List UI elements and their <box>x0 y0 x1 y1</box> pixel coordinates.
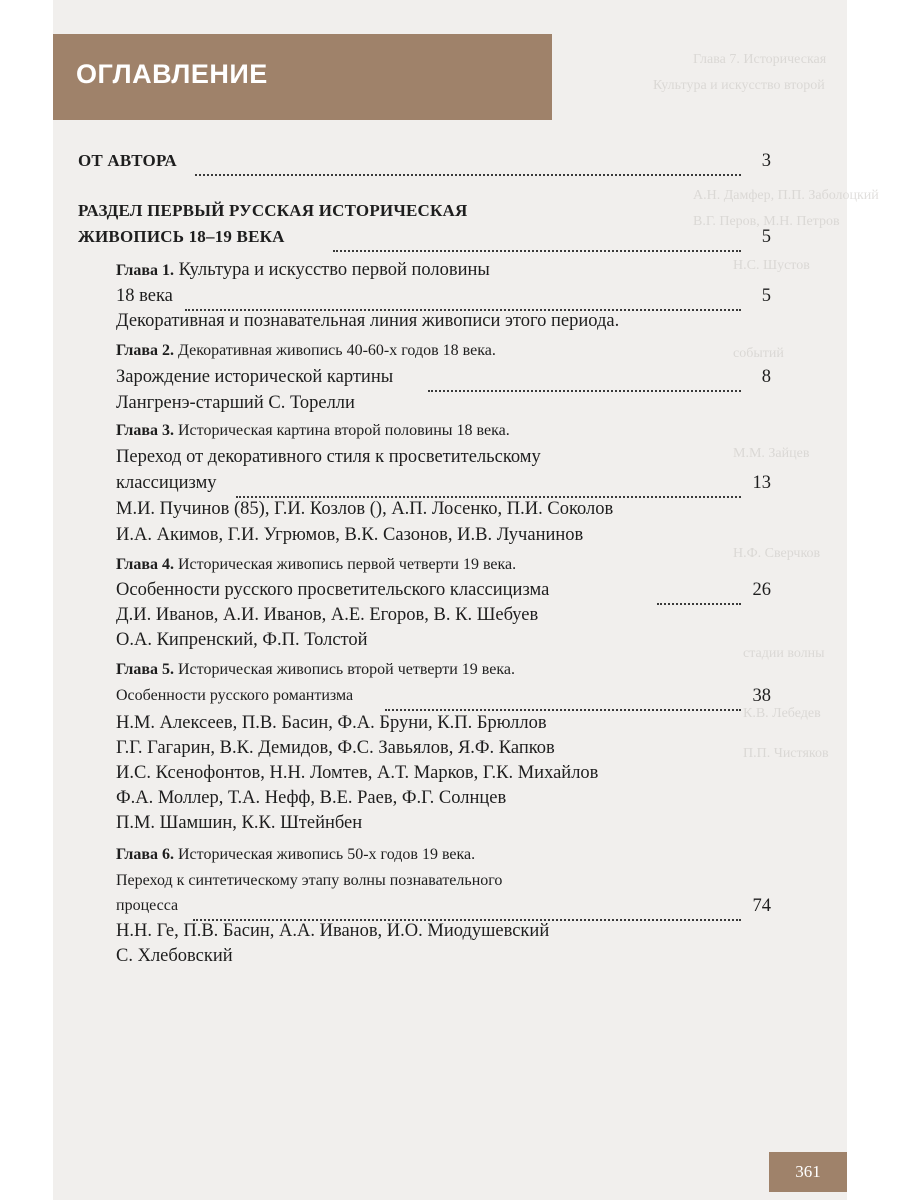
toc-chapter-4[interactable] <box>116 552 516 578</box>
leader-dots <box>428 364 741 392</box>
show-through-text: Н.Ф. Сверчков <box>733 546 821 561</box>
chapter-title: Культура и искусство первой половины <box>178 260 490 280</box>
chapter-page: 74 <box>752 896 771 916</box>
book-page <box>53 0 879 1200</box>
show-through-text: П.П. Чистяков <box>743 746 829 761</box>
artist-names: Д.И. Иванов, А.И. Иванов, А.Е. Егоров, В. К. Шебуев <box>116 605 539 625</box>
chapter-page: 26 <box>752 580 771 600</box>
artist-names: И.А. Акимов, Г.И. Угрюмов, В.К. Сазонов, И.В. Лучанинов <box>116 525 584 545</box>
chapter-description: Декоративная и познавательная линия живописи этого периода. <box>116 311 620 331</box>
chapter-title: Историческая живопись второй четверти 19 века. <box>178 661 515 678</box>
chapter-subtitle: Особенности русского просветительского классицизма <box>116 580 550 600</box>
toc-chapter-1[interactable] <box>116 257 490 284</box>
artist-names: Ф.А. Моллер, Т.А. Нефф, В.Е. Раев, Ф.Г. Солнцев <box>116 788 507 808</box>
chapter-title: Историческая живопись 50-х годов 19 века. <box>178 846 476 863</box>
chapter-title-cont: 18 века <box>116 286 173 306</box>
chapter-page: 5 <box>761 286 771 306</box>
toc-chapter-2[interactable] <box>116 338 496 364</box>
show-through-text: К.В. Лебедев <box>743 706 821 721</box>
leader-dots <box>193 893 741 921</box>
chapter-number: Глава 2. <box>116 342 174 359</box>
show-through-text: Культура и искусство второй <box>653 78 825 93</box>
contents-title: ОГЛАВЛЕНИЕ <box>76 59 268 89</box>
leader-dots <box>657 577 741 605</box>
table-of-contents <box>53 0 847 1200</box>
page-number-tab <box>769 1152 847 1192</box>
chapter-page: 38 <box>752 686 771 706</box>
show-through-text: событий <box>733 346 784 361</box>
leader-dots <box>195 148 741 176</box>
toc-author-label[interactable]: ОТ АВТОРА <box>78 151 177 170</box>
show-through-text: Глава 7. Историческая <box>693 52 827 67</box>
artist-names: Г.Г. Гагарин, В.К. Демидов, Ф.С. Завьялов, Я.Ф. Капков <box>116 738 555 758</box>
leader-dots <box>385 683 741 711</box>
artist-names: Н.М. Алексеев, П.В. Басин, Ф.А. Бруни, К.П. Брюллов <box>116 713 547 733</box>
chapter-number: Глава 4. <box>116 556 174 573</box>
chapter-title: Декоративная живопись 40-60-х годов 18 века. <box>178 342 496 359</box>
artist-names: М.И. Пучинов (85), Г.И. Козлов (), А.П. Лосенко, П.И. Соколов <box>116 499 614 519</box>
leader-dots <box>236 470 741 498</box>
artist-names: И.С. Ксенофонтов, Н.Н. Ломтев, А.Т. Марков, Г.К. Михайлов <box>116 763 599 783</box>
chapter-subtitle-cont: классицизму <box>116 473 217 493</box>
artist-names: О.А. Кипренский, Ф.П. Толстой <box>116 630 368 650</box>
toc-chapter-5[interactable] <box>116 657 515 683</box>
chapter-page: 8 <box>761 367 771 387</box>
chapter-number: Глава 1. <box>116 262 174 279</box>
artist-names: Н.Н. Ге, П.В. Басин, А.А. Иванов, И.О. Миодушевский <box>116 921 550 941</box>
toc-chapter-3[interactable] <box>116 418 510 444</box>
chapter-number: Глава 6. <box>116 846 174 863</box>
toc-section-line1[interactable]: РАЗДЕЛ ПЕРВЫЙ РУССКАЯ ИСТОРИЧЕСКАЯ <box>78 201 468 220</box>
show-through-text: А.Н. Дамфер, П.П. Заболоцкий <box>693 188 879 203</box>
show-through-text: М.М. Зайцев <box>733 446 810 461</box>
show-through-text: стадии волны <box>743 646 825 661</box>
artist-names: С. Хлебовский <box>116 946 233 966</box>
artist-names: Лангренэ-старший С. Торелли <box>116 393 355 413</box>
chapter-number: Глава 5. <box>116 661 174 678</box>
artist-names: П.М. Шамшин, К.К. Штейнбен <box>116 813 363 833</box>
page-number: 361 <box>795 1162 821 1181</box>
chapter-subtitle: Переход от декоративного стиля к просветительскому <box>116 447 541 467</box>
toc-chapter-6[interactable] <box>116 842 475 868</box>
chapter-subtitle: Зарождение исторической картины <box>116 367 394 387</box>
chapter-title: Историческая живопись первой четверти 19 века. <box>178 556 517 573</box>
chapter-page: 13 <box>752 473 771 493</box>
toc-section-line2[interactable]: ЖИВОПИСЬ 18–19 ВЕКА <box>78 227 285 246</box>
toc-section-page: 5 <box>761 227 771 247</box>
leader-dots <box>185 283 741 311</box>
chapter-subtitle: Особенности русского романтизма <box>116 687 354 704</box>
chapter-title: Историческая картина второй половины 18 века. <box>178 422 510 439</box>
chapter-subtitle-cont: процесса <box>116 897 179 914</box>
chapter-subtitle: Переход к синтетическому этапу волны познавательного <box>116 872 503 889</box>
chapter-number: Глава 3. <box>116 422 174 439</box>
toc-author-page: 3 <box>761 151 771 171</box>
leader-dots <box>333 224 741 252</box>
show-through-text: Н.С. Шустов <box>733 258 810 273</box>
show-through-text: В.Г. Перов, М.Н. Петров <box>693 214 840 229</box>
